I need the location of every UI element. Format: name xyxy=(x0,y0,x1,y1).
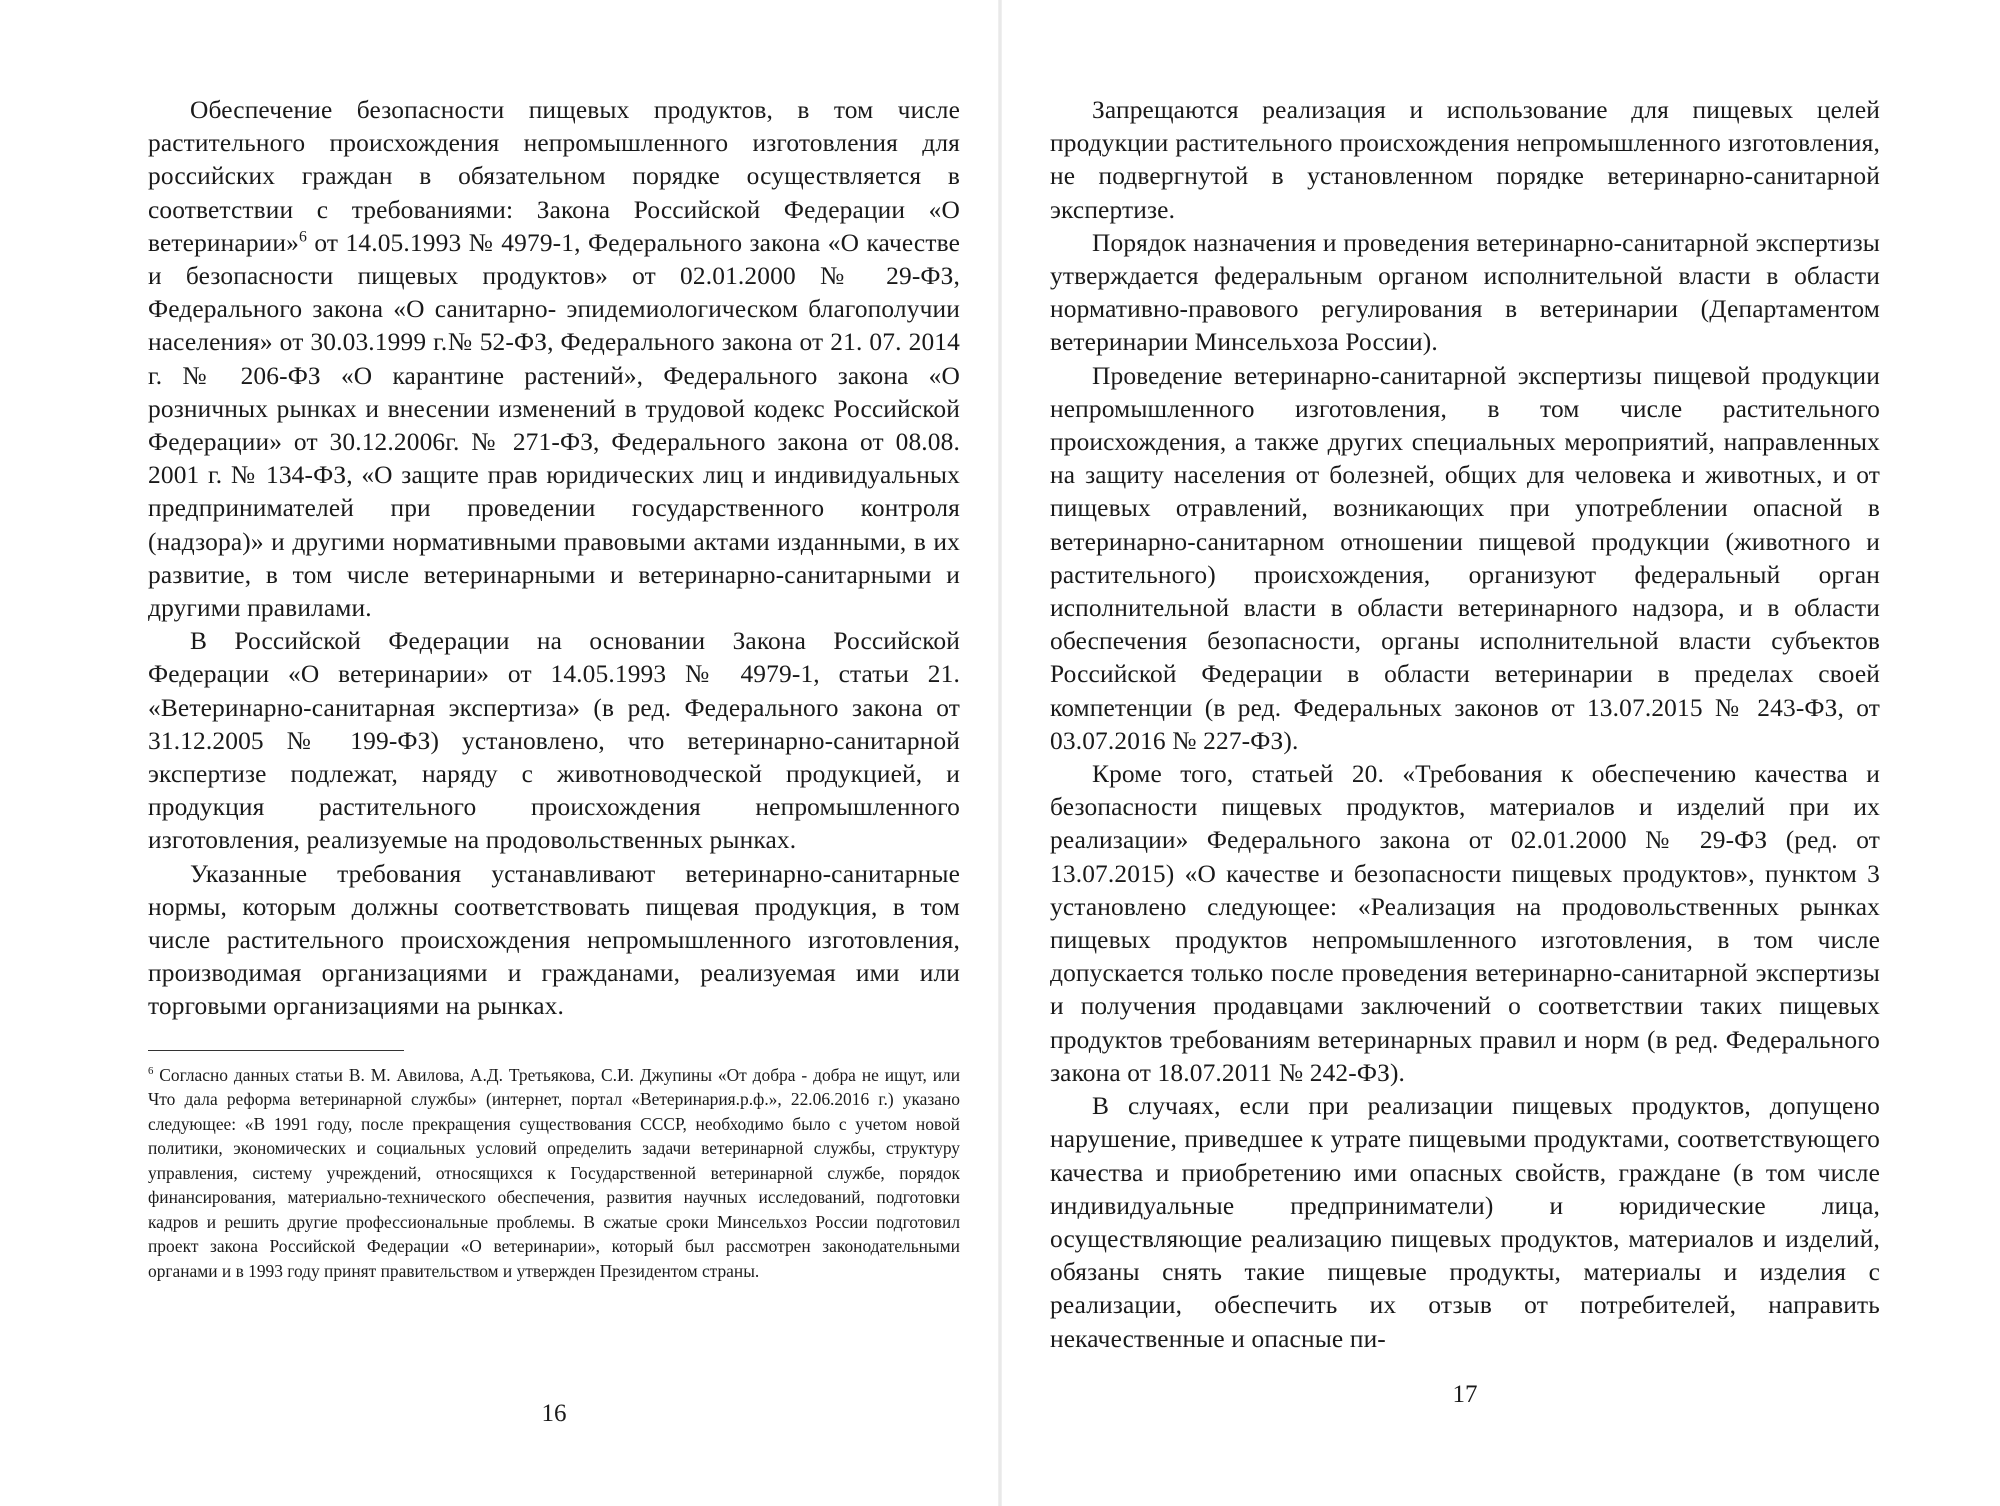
left-page-body xyxy=(148,94,960,1024)
footnote-separator xyxy=(148,1050,404,1051)
footnote-text: $^6$ Согласно данных статьи В. М. Авилова, А.Д. Третьякова, С.И. Джупины «От добра - добра не ищут, или Что дала реформа ветеринарной службы» (интернет, портал «Ветеринария.р.ф.», 22.06.2016 г.) указано следующее: «В 1991 году, после прекращения существования СССР, необходимо было с учетом новой политики, экономических и социальных условий определить задачи ветеринарной службы, структуру управления, систему учреждений, относящихся к Государственной ветеринарной службе, порядок финансирования, материально-технического обеспечения, развития научных исследований, подготовки кадров и решить другие профессиональные проблемы. В сжатые сроки Минсельхоз России подготовил проект закона Российской Федерации «О ветеринарии», который был рассмотрен законодательными органами и в 1993 году принят правительством и утвержден Президентом страны. xyxy=(148,1064,960,1281)
footnote xyxy=(148,1063,960,1284)
page-number: 17 xyxy=(1452,1381,1478,1408)
footnote-mark: 6 xyxy=(148,1064,154,1077)
footnote-ref: 6 xyxy=(298,228,308,246)
paragraph: Кроме того, статьей 20. «Требования к обеспечению качества и безопасности пищевых продуктов, материалов и изделий при их реализации» Федерального закона от 02.01.2000 № 29-ФЗ (ред. от 13.07.2015) «О качестве и безопасности пищевых продуктов», пунктом 3 установлено следующее: «Реализация на продовольственных рынках пищевых продуктов непромышленного изготовления, в том числе допускается только после проведения ветеринарно-санитарной экспертизы и получения продавцами заключений о соответствии таких пищевых продуктов требованиям ветеринарных правил и норм (в ред. Федерального закона от 18.07.2011 № 242-ФЗ). xyxy=(1050,760,1880,1087)
paragraph: Запрещаются реализация и использование для пищевых целей продукции растительного происхождения непромышленного изготовления, не подвергнутой в установленном порядке ветеринарно-санитарной экспертизе. xyxy=(1050,96,1880,224)
paragraph: Обеспечение безопасности пищевых продуктов, в том числе растительного происхождения непромышленного изготовления для российских граждан в обязательном порядке осуществляется в соответствии с требованиями: Закона Российской Федерации «О ветеринарии»$^6$ от 14.05.1993 № 4979-1, Федерального закона «О качестве и безопасности пищевых продуктов» от 02.01.2000 № 29-ФЗ, Федерального закона «О санитарно- эпидемиологическом благополучии населения» от 30.03.1999 г.№ 52-ФЗ, Федерального закона от 21. 07. 2014 г. № 206-ФЗ «О карантине растений», Федерального закона «О розничных рынках и внесении изменений в трудовой кодекс Российской Федерации» от 30.12.2006г. № 271-ФЗ, Федерального закона от 08.08. 2001 г. № 134-ФЗ, «О защите прав юридических лиц и индивидуальных предпринимателей при проведении государственного контроля (надзора)» и другими нормативными правовыми актами изданными, в их развитие, в том числе ветеринарными и ветеринарно-санитарными и другими правилами. xyxy=(148,96,960,623)
paragraph: Проведение ветеринарно-санитарной экспертизы пищевой продукции непромышленного изготовления, в том числе растительного происхождения, а также других специальных мероприятий, направленных на защиту населения от болезней, общих для человека и животных, и от пищевых отравлений, возникающих при употреблении опасной в ветеринарно-санитарном отношении пищевой продукции (животного и растительного) происхождения, организуют федеральный орган исполнительной власти в области ветеринарного надзора, и в области обеспечения безопасности, органы исполнительной власти субъектов Российской Федерации в области ветеринарии в пределах своей компетенции (в ред. Федеральных законов от 13.07.2015 № 243-ФЗ, от 03.07.2016 № 227-ФЗ). xyxy=(1050,361,1880,755)
paragraph: В случаях, если при реализации пищевых продуктов, допущено нарушение, приведшее к утрате пищевыми продуктами, соответствующего качества и приобретению ими опасных свойств, граждане (в том числе индивидуальные предприниматели) и юридические лица, осуществляющие реализацию пищевых продуктов, материалов и изделий, обязаны снять такие пищевые продукты, материалы и изделия с реализации, обеспечить их отзыв от потребителей, направить некачественные и опасные пи- xyxy=(1050,1092,1880,1353)
paragraph: В Российской Федерации на основании Закона Российской Федерации «О ветеринарии» от 14.05.1993 № 4979-1, статьи 21. «Ветеринарно-санитарная экспертиза» (в ред. Федерального закона от 31.12.2005 № 199-ФЗ) установлено, что ветеринарно-санитарной экспертизе подлежат, наряду с животноводческой продукцией, и продукция растительного происхождения непромышленного изготовления, реализуемые на продовольственных рынках. xyxy=(148,627,960,855)
page-number: 16 xyxy=(541,1400,567,1427)
right-page xyxy=(1000,0,2000,1506)
paragraph: Указанные требования устанавливают ветеринарно-санитарные нормы, которым должны соответствовать пищевая продукция, в том числе растительного происхождения непромышленного изготовления, производимая организациями и гражданами, реализуемая ими или торговыми организациями на рынках. xyxy=(148,859,960,1021)
paragraph: Порядок назначения и проведения ветеринарно-санитарной экспертизы утверждается федеральным органом исполнительной власти в области нормативно-правового регулирования в ветеринарии (Департаментом ветеринарии Минсельхоза России). xyxy=(1050,228,1880,357)
right-page-body xyxy=(1050,94,1880,1356)
